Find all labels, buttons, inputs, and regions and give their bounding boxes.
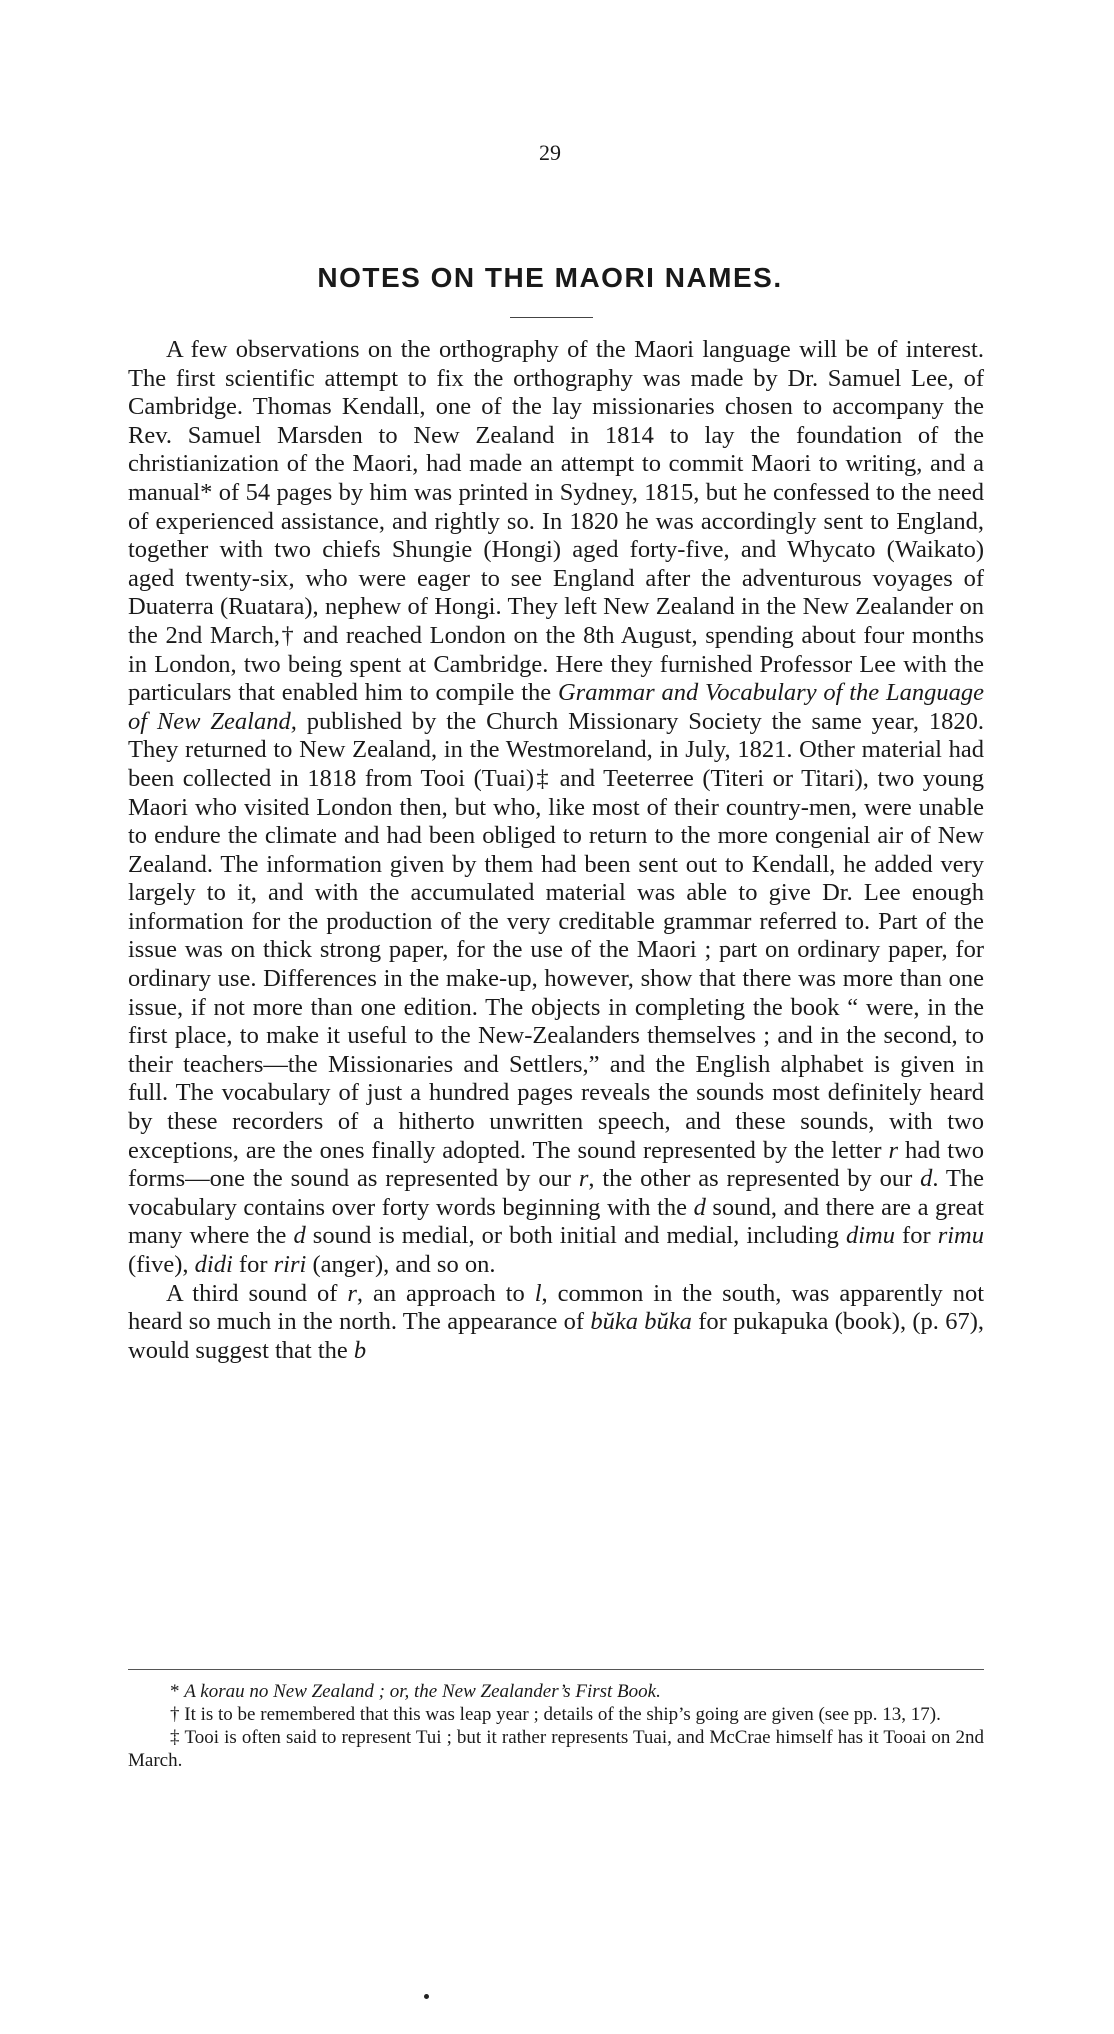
italic-word: rimu [937,1222,985,1250]
text-run: , an approach to [356,1279,535,1307]
footnote-3 [128,1726,984,1772]
text-run: for pukapuka (book), (p. 67), would suggest that the [128,1308,985,1364]
italic-letter: d [920,1165,933,1193]
footnote-divider [128,1669,984,1670]
italic-word: riri [273,1251,307,1278]
page-number: 29 [539,140,561,165]
footnote-text: It is to be remembered that this was leap year ; details of the ship’s going are given (see pp. 13, 17). [184,1704,941,1725]
italic-word: dimu [845,1222,895,1250]
footnote-ref-double-dagger: ‡ [534,764,552,792]
text-run: and reached London on the 8th August, spending about four months in London, two being spent at Cambridge. Here they furnished Professor Lee with the particulars that enabled him to compile the [128,621,985,707]
footnote-mark: ‡ [170,1727,185,1748]
italic-letter: r [578,1165,589,1193]
footnote-text: Tooi is often said to represent Tui ; but it rather represents Tuai, and McCrae himself has it Tooai on 2nd March. [128,1727,984,1771]
text-run: published by the Church Missionary Society the same year, 1820. They returned to New Zealand, in the Westmoreland, in July, 1821. Other material had been collected in 1818 from Tooi (Tuai) [128,707,984,792]
text-run: sound is medial, or both initial and medial, including [305,1222,846,1250]
book-title: Grammar and Vocabulary of the Language of New Zealand, [128,679,984,735]
italic-word: bŭka bŭka [590,1308,692,1336]
text-run: . The vocabulary contains over forty words beginning with the [128,1165,984,1221]
italic-word: didi [194,1251,233,1278]
footnote-2 [128,1703,984,1726]
text-run: for [232,1251,274,1278]
page-title: NOTES ON THE MAORI NAMES. [317,262,783,293]
italic-letter: b [353,1336,367,1364]
footnote-mark: * [170,1681,185,1702]
text-run: A few observations on the orthography of the Maori language will be of interest. The first scientific attempt to fix the orthography was made by Dr. Samuel Lee, of Cambridge. Thomas Kendall, one of the lay missionaries chosen to accompany the Rev. Samuel Marsden to New Zealand in 1814 to lay the foundation of the christianization of the Maori, had made an attempt to commit Maori to writing, and a manual [128,336,984,506]
text-run: , the other as represented by our [588,1165,921,1193]
page-mark [424,1994,429,1999]
footnotes [128,1680,984,1772]
italic-letter: d [293,1222,306,1250]
text-run: for [894,1222,938,1250]
footnote-text: A korau no New Zealand ; or, the New Zealander’s First Book. [184,1681,661,1702]
paragraph-2 [128,1280,984,1366]
paragraph-1 [128,336,984,1280]
text-run: (anger), and so on. [306,1251,496,1278]
text-run: and Teeterree (Titeri or Titari), two young Maori who visited London then, but who, like most of their country-men, were unable to endure the climate and had been obliged to return to the more congenial air of New Zealand. The information given by them had been sent out to Kendall, he added very largely to it, and with the accumulated material was able to give Dr. Lee enough information for the production of the very creditable grammar referred to. Part of the issue was on thick strong paper, for the use of the Maori ; part on ordinary paper, for ordinary use. Differences in the make-up, however, show that there was more than one issue, if not more than one edition. The objects in completing the book “ were, in the first place, to make it useful to the New-Zealanders themselves ; and in the second, to their teachers—the Missionaries and Settlers,” and the English alphabet is given in full. The vocabulary of just a hundred pages reveals the sounds most definitely heard by these recorders of a hitherto unwritten speech, and these sounds, with two exceptions, are the ones finally adopted. The sound represented by the letter [128,764,984,1164]
text-run: of 54 pages by him was printed in Sydney, 1815, but he confessed to the need of experienced assistance, and rightly so. In 1820 he was accordingly sent to England, together with two chiefs Shungie (Hongi) aged forty-five, and Whycato (Waikato) aged twenty-six, who were eager to see England after the adventurous voyages of Duaterra (Ruatara), nephew of Hongi. They left New Zealand in the New Zealander on the 2nd March, [128,478,984,649]
text-run: , common in the south, was apparently not heard so much in the north. The appearance of [128,1279,985,1336]
italic-letter: r [888,1136,898,1164]
text-run: had two forms—one the sound as represented by our [128,1136,985,1193]
title-divider [510,317,593,318]
text-run: (five), [128,1251,195,1278]
article-body [128,336,984,1365]
italic-letter: l [534,1279,542,1307]
footnote-ref-star: * [200,478,213,506]
text-run: A third sound of [166,1279,348,1307]
footnote-1 [128,1680,984,1703]
italic-letter: d [693,1193,706,1221]
footnote-ref-dagger: † [280,621,296,649]
footnote-mark: † [170,1704,185,1725]
italic-letter: r [347,1279,357,1307]
text-run: sound, and there are a great many where the [128,1193,984,1250]
